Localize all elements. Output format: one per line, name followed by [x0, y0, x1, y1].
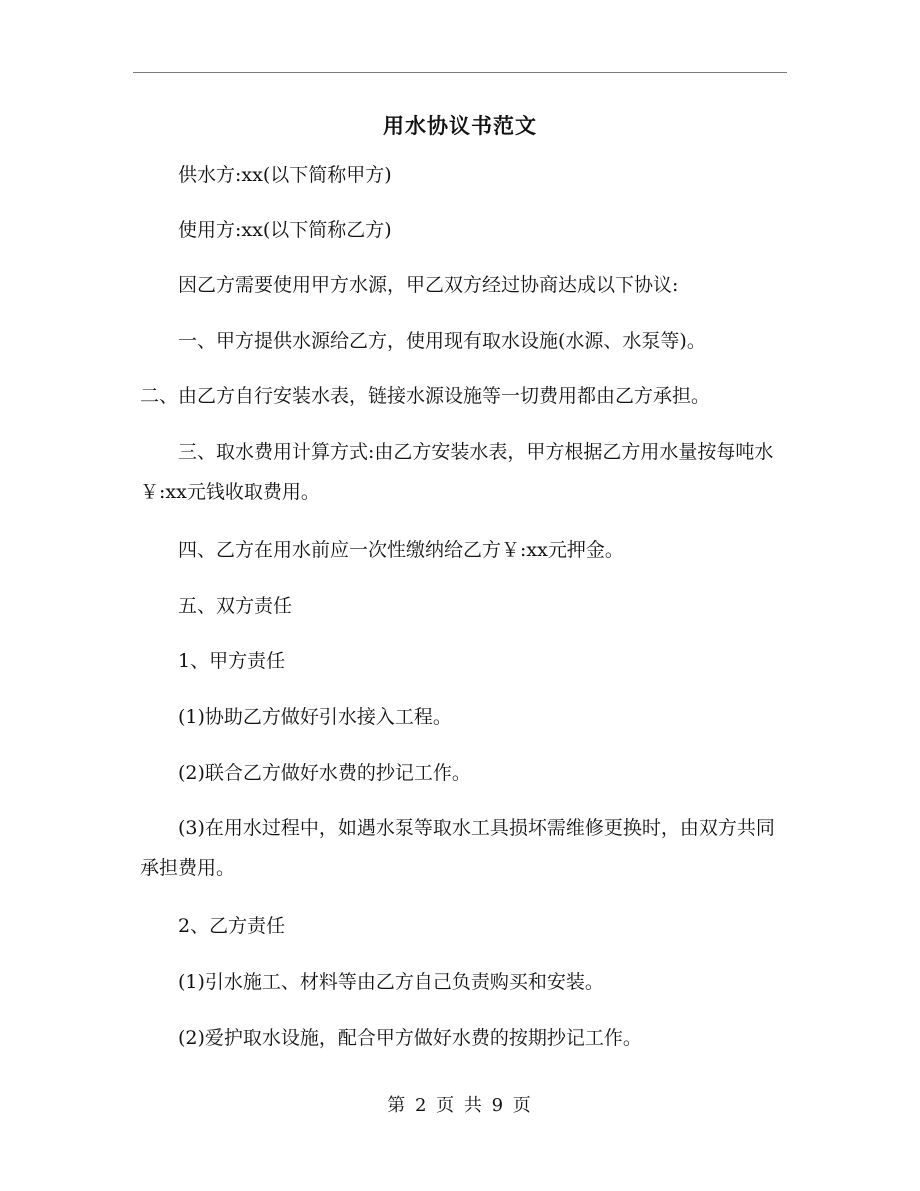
paragraph-clause-3: 三、取水费用计算方式:由乙方安装水表，甲方根据乙方用水量按每吨水￥:xx元钱收取费用。	[140, 441, 774, 503]
paragraph-user: 使用方:xx(以下简称乙方)	[178, 219, 392, 241]
paragraph-preamble: 因乙方需要使用甲方水源，甲乙双方经过协商达成以下协议:	[178, 274, 679, 296]
header-divider	[133, 72, 787, 73]
paragraph-party-b-item-1: (1)引水施工、材料等由乙方自己负责购买和安装。	[178, 971, 604, 993]
paragraph-party-a-item-3: (3)在用水过程中，如遇水泵等取水工具损坏需维修更换时，由双方共同承担费用。	[140, 817, 775, 879]
paragraph-party-a-heading: 1、甲方责任	[178, 650, 286, 672]
paragraph-clause-4: 四、乙方在用水前应一次性缴纳给乙方￥:xx元押金。	[178, 539, 624, 561]
paragraph-clause-5-heading: 五、双方责任	[178, 595, 293, 617]
paragraph-clause-2: 二、由乙方自行安装水表，链接水源设施等一切费用都由乙方承担。	[140, 385, 711, 407]
paragraph-party-a-item-2: (2)联合乙方做好水费的抄记工作。	[178, 762, 471, 784]
page-number-footer: 第 2 页 共 9 页	[387, 1095, 533, 1116]
paragraph-party-b-heading: 2、乙方责任	[178, 915, 286, 937]
document-title: 用水协议书范文	[383, 114, 537, 138]
paragraph-supplier: 供水方:xx(以下简称甲方)	[178, 164, 392, 186]
paragraph-party-a-item-1: (1)协助乙方做好引水接入工程。	[178, 706, 452, 728]
paragraph-clause-1: 一、甲方提供水源给乙方，使用现有取水设施(水源、水泵等)。	[178, 330, 706, 352]
paragraph-party-b-item-2: (2)爱护取水设施，配合甲方做好水费的按期抄记工作。	[178, 1027, 642, 1049]
